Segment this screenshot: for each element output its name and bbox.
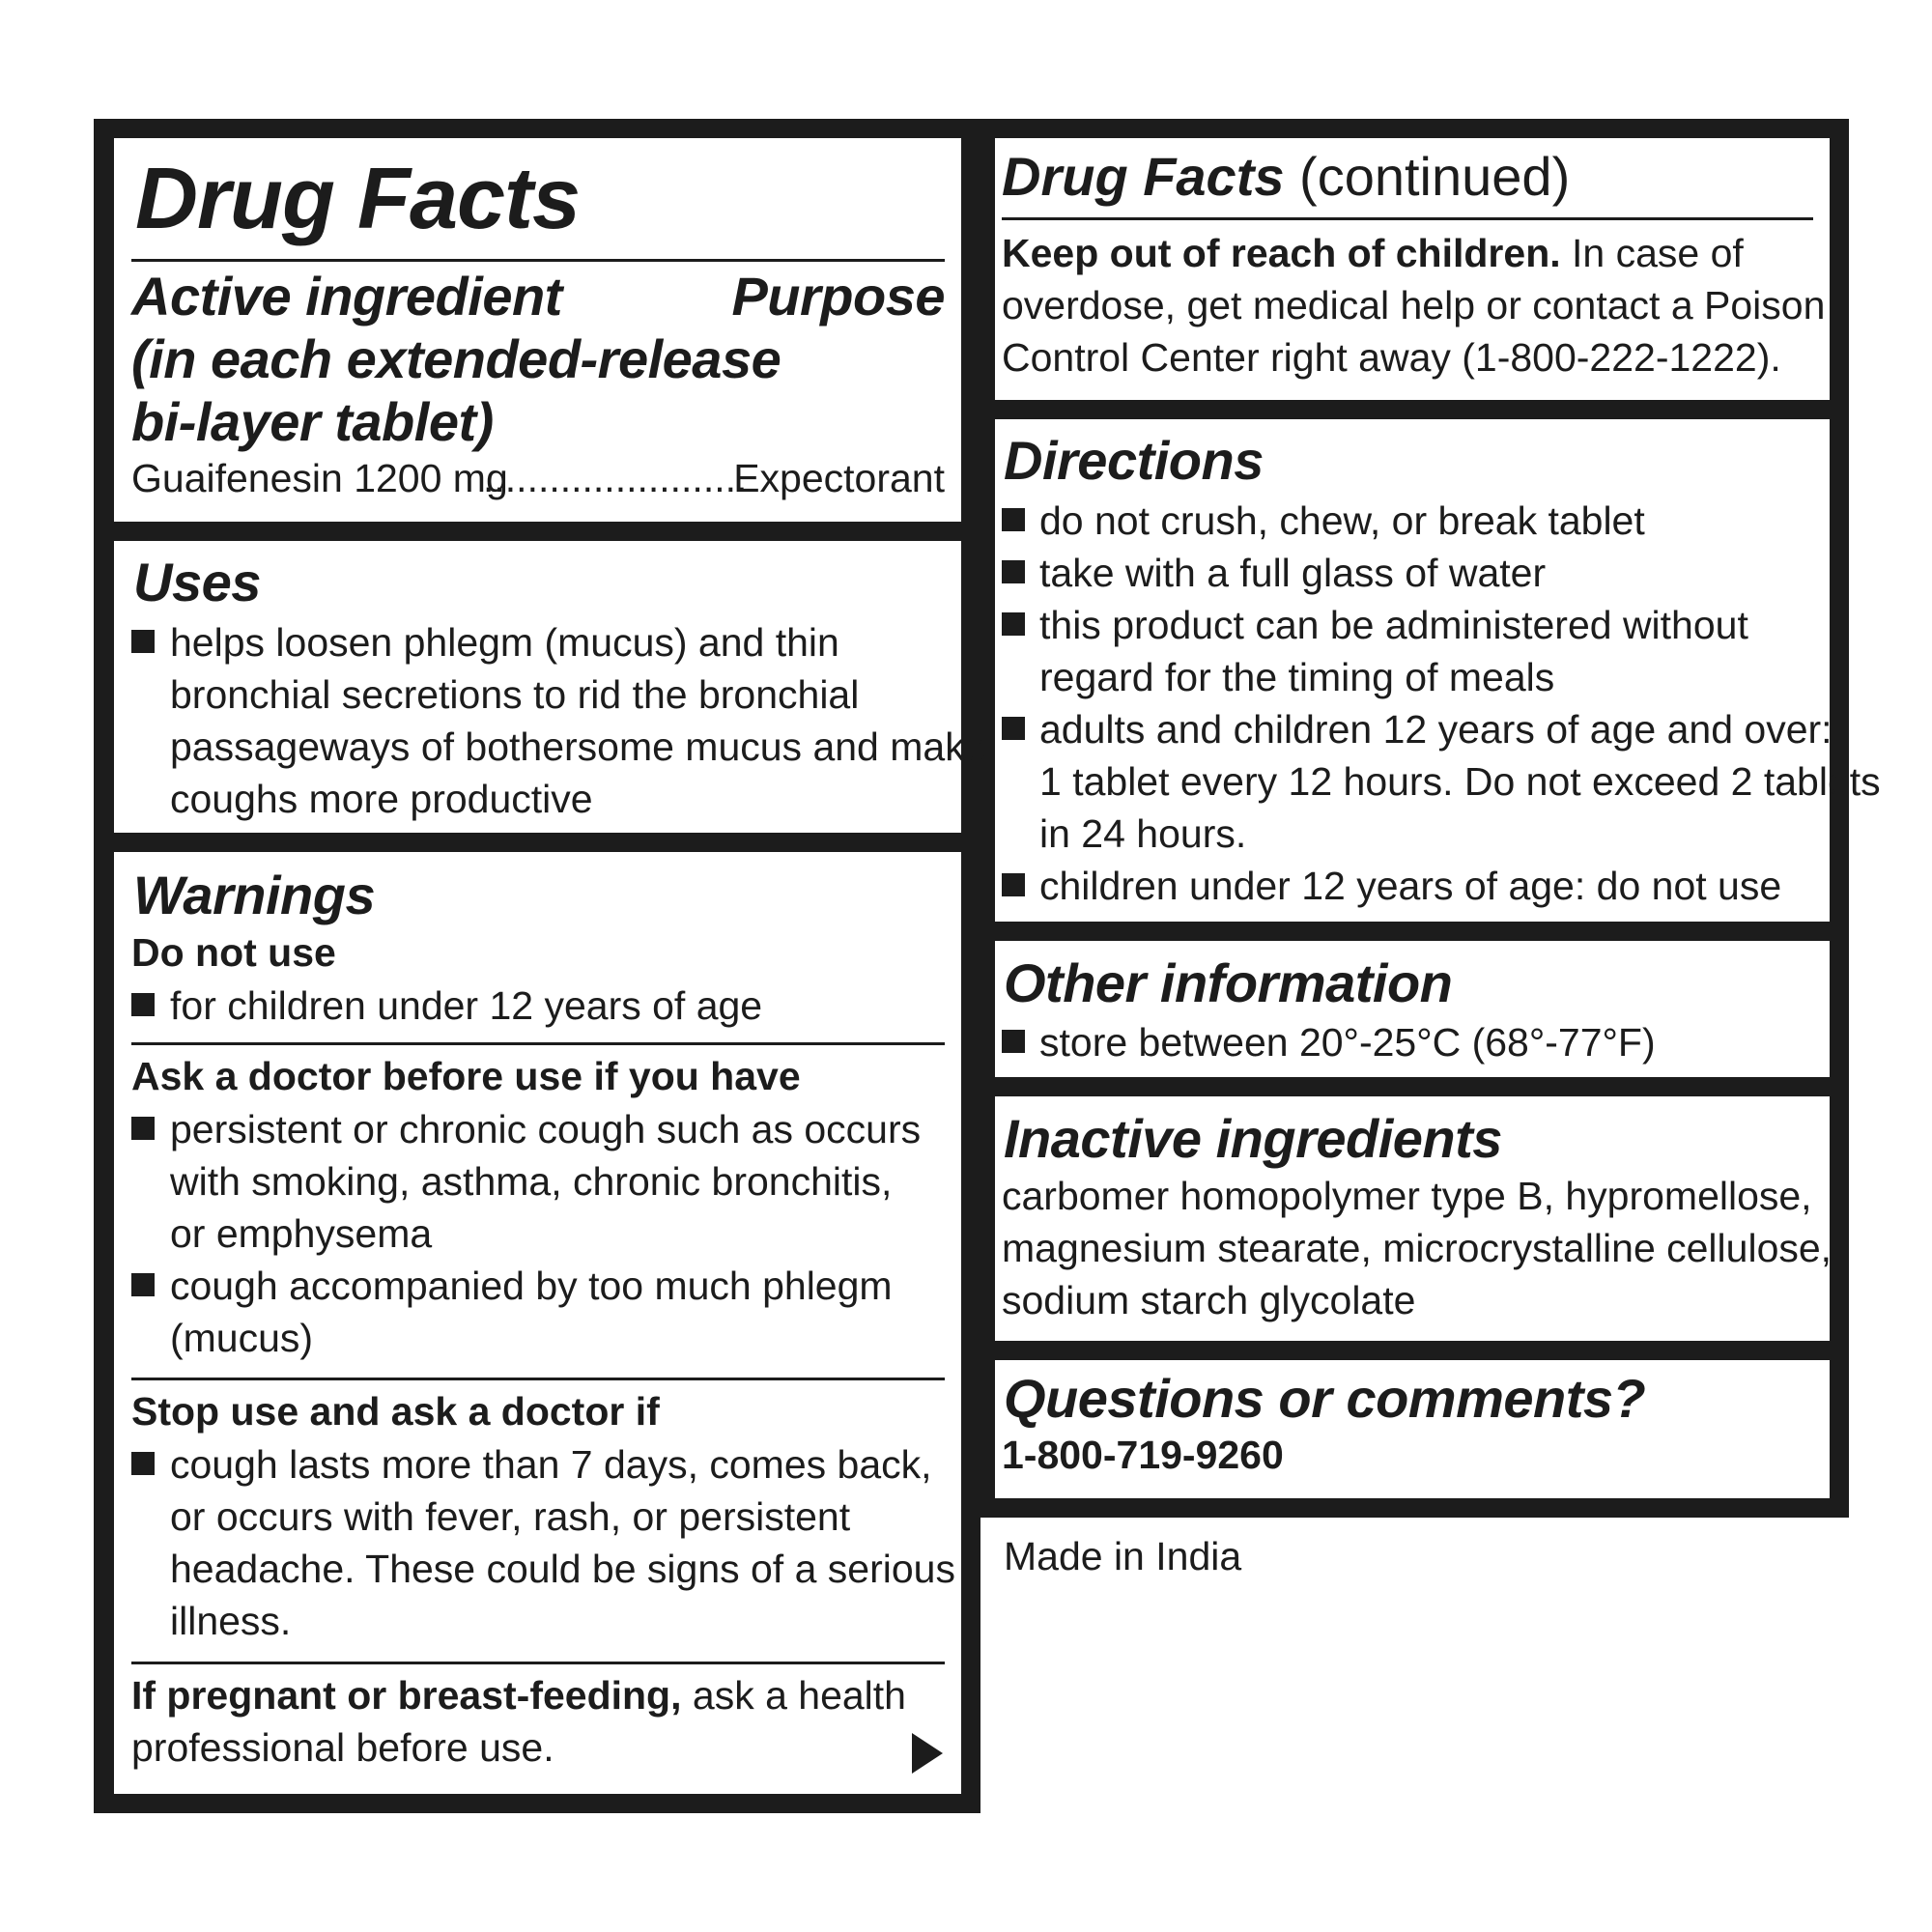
bullet-marker xyxy=(131,1117,155,1140)
keep-out-panel xyxy=(995,138,1830,400)
ask-doctor-line: persistent or chronic cough such as occurs xyxy=(170,1107,922,1151)
active-ingredient-panel xyxy=(114,138,961,522)
directions-line: regard for the timing of meals xyxy=(1039,655,1555,699)
stop-use-line: cough lasts more than 7 days, comes back, xyxy=(170,1442,932,1487)
keep-out-bold: Keep out of reach of children. xyxy=(1002,231,1561,275)
uses-line: bronchial secretions to rid the bronchial xyxy=(170,672,860,717)
bullet-marker xyxy=(1002,873,1025,896)
active-ingredient-heading-line3: bi-layer tablet) xyxy=(131,391,494,452)
section-divider xyxy=(131,1662,945,1664)
ingredient-purpose: Expectorant xyxy=(733,456,945,500)
stop-use-line: or occurs with fever, rash, or persistent xyxy=(170,1494,851,1539)
stop-use-line: headache. These could be signs of a serious xyxy=(170,1547,955,1591)
bullet-marker xyxy=(131,993,155,1016)
questions-heading: Questions or comments? xyxy=(1004,1368,1646,1429)
inactive-ingredients-line: carbomer homopolymer type B, hypromellose, xyxy=(1002,1174,1812,1218)
phone-number: 1-800-719-9260 xyxy=(1002,1433,1284,1477)
other-info-item: store between 20°-25°C (68°-77°F) xyxy=(1039,1020,1656,1065)
directions-line: adults and children 12 years of age and over: xyxy=(1039,707,1833,752)
uses-panel xyxy=(114,541,987,833)
bullet-marker xyxy=(1002,560,1025,583)
continued-title-italic: Drug Facts xyxy=(1002,146,1285,207)
bullet-marker xyxy=(1002,508,1025,531)
directions-panel xyxy=(995,419,1881,922)
ask-doctor-heading: Ask a doctor before use if you have xyxy=(131,1054,801,1098)
other-info-panel xyxy=(995,941,1830,1077)
bullet-marker xyxy=(131,1273,155,1296)
questions-panel xyxy=(995,1360,1830,1498)
inactive-ingredients-line: sodium starch glycolate xyxy=(1002,1278,1416,1322)
uses-line: passageways of bothersome mucus and make xyxy=(170,724,987,769)
title-divider xyxy=(131,259,945,262)
keep-out-rest: In case of xyxy=(1560,231,1744,275)
bullet-marker xyxy=(1002,612,1025,636)
stop-use-heading: Stop use and ask a doctor if xyxy=(131,1389,660,1434)
ingredient-dots: ........................ xyxy=(483,456,748,500)
ingredient-name: Guaifenesin 1200 mg xyxy=(131,456,508,500)
keep-out-line: overdose, get medical help or contact a Poison xyxy=(1002,283,1826,327)
pregnancy-warning xyxy=(131,1673,906,1718)
page-title: Drug Facts xyxy=(135,151,581,247)
bullet-marker xyxy=(131,630,155,653)
uses-line: helps loosen phlegm (mucus) and thin xyxy=(170,620,839,665)
ask-doctor-line: with smoking, asthma, chronic bronchitis, xyxy=(170,1159,893,1204)
title-divider xyxy=(1002,217,1813,220)
directions-line: children under 12 years of age: do not use xyxy=(1039,864,1782,908)
do-not-use-item: for children under 12 years of age xyxy=(170,983,763,1028)
continued-arrow-icon xyxy=(912,1733,943,1774)
bullet-marker xyxy=(1002,717,1025,740)
warnings-panel xyxy=(114,852,961,1794)
bullet-marker xyxy=(131,1452,155,1475)
keep-out-line: Control Center right away (1-800-222-1222). xyxy=(1002,335,1781,380)
uses-heading: Uses xyxy=(133,552,261,612)
pregnancy-warning-rest: ask a health xyxy=(681,1673,906,1718)
directions-line: do not crush, chew, or break tablet xyxy=(1039,498,1645,543)
active-ingredient-heading-line2: (in each extended-release xyxy=(131,328,781,389)
pregnancy-warning-line2: professional before use. xyxy=(131,1725,554,1770)
other-info-heading: Other information xyxy=(1004,952,1453,1013)
ask-doctor-line: (mucus) xyxy=(170,1316,314,1360)
directions-heading: Directions xyxy=(1004,430,1264,491)
section-divider xyxy=(131,1378,945,1380)
do-not-use-heading: Do not use xyxy=(131,930,336,975)
inactive-ingredients-heading: Inactive ingredients xyxy=(1004,1108,1502,1169)
section-divider xyxy=(131,1042,945,1045)
continued-title xyxy=(1002,146,1571,207)
ask-doctor-line: or emphysema xyxy=(170,1211,433,1256)
directions-line: this product can be administered without xyxy=(1039,603,1748,647)
directions-line: 1 tablet every 12 hours. Do not exceed 2 tablets xyxy=(1039,759,1881,804)
inactive-ingredients-panel xyxy=(995,1096,1833,1341)
made-in-label: Made in India xyxy=(1004,1534,1242,1578)
warnings-heading: Warnings xyxy=(133,865,376,925)
directions-line: in 24 hours. xyxy=(1039,811,1247,856)
active-ingredient-heading: Active ingredient xyxy=(131,266,562,327)
inactive-ingredients-line: magnesium stearate, microcrystalline cellulose, xyxy=(1002,1226,1833,1270)
directions-line: take with a full glass of water xyxy=(1039,551,1547,595)
purpose-heading: Purpose xyxy=(731,266,945,327)
continued-title-rest: (continued) xyxy=(1284,146,1571,207)
bullet-marker xyxy=(1002,1030,1025,1053)
uses-line: coughs more productive xyxy=(170,777,593,821)
ask-doctor-line: cough accompanied by too much phlegm xyxy=(170,1264,893,1308)
pregnancy-warning-bold: If pregnant or breast-feeding, xyxy=(131,1673,682,1718)
keep-out-line xyxy=(1002,231,1744,275)
stop-use-line: illness. xyxy=(170,1599,292,1643)
